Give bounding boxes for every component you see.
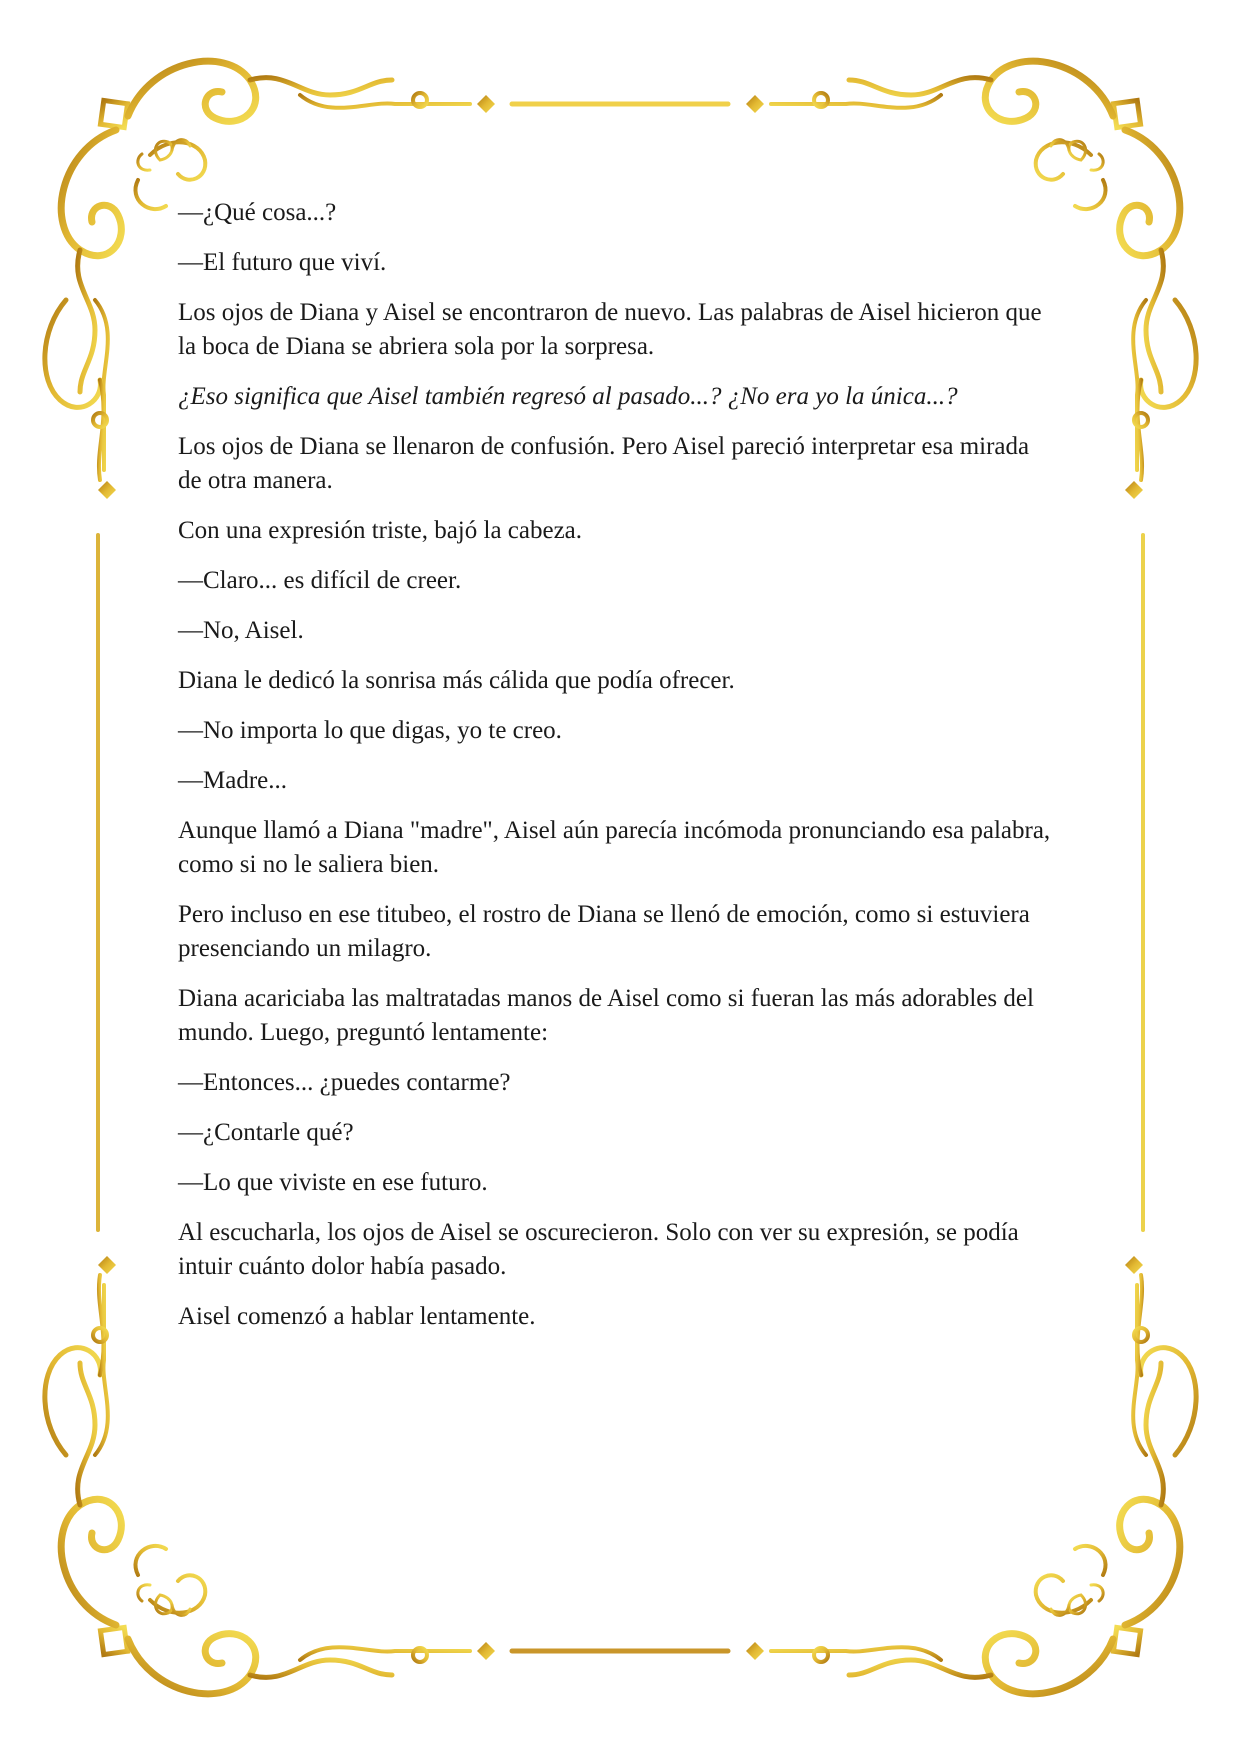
paragraph: Al escucharla, los ojos de Aisel se oscurecieron. Solo con ver su expresión, se podía intuir cuánto dolor había pasado. [178, 1219, 1019, 1280]
paragraph: —No, Aisel. [178, 617, 304, 644]
document-body [178, 196, 1058, 1350]
paragraph: Diana le dedicó la sonrisa más cálida que podía ofrecer. [178, 667, 735, 694]
paragraph: —¿Contarle qué? [178, 1119, 354, 1146]
paragraph: —¿Qué cosa...? [178, 199, 337, 226]
paragraph: —Madre... [178, 767, 287, 794]
paragraph: Diana acariciaba las maltratadas manos de Aisel como si fueran las más adorables del mundo. Luego, preguntó lentamente: [178, 985, 1034, 1046]
italic-thought-paragraph: ¿Eso significa que Aisel también regresó al pasado...? ¿No era yo la única...? [178, 383, 958, 410]
paragraph: Pero incluso en ese titubeo, el rostro de Diana se llenó de emoción, como si estuviera presenciando un milagro. [178, 901, 1030, 962]
paragraph: —Claro... es difícil de creer. [178, 567, 462, 594]
paragraph: Los ojos de Diana y Aisel se encontraron de nuevo. Las palabras de Aisel hicieron que la boca de Diana se abriera sola por la sorpresa. [178, 299, 1042, 360]
paragraph: —Lo que viviste en ese futuro. [178, 1169, 488, 1196]
paragraph: —El futuro que viví. [178, 249, 387, 276]
paragraph: —Entonces... ¿puedes contarme? [178, 1069, 511, 1096]
paragraph: —No importa lo que digas, yo te creo. [178, 717, 562, 744]
paragraph: Con una expresión triste, bajó la cabeza. [178, 517, 583, 544]
paragraph: Los ojos de Diana se llenaron de confusión. Pero Aisel pareció interpretar esa mirada de otra manera. [178, 433, 1030, 494]
paragraph: Aunque llamó a Diana "madre", Aisel aún parecía incómoda pronunciando esa palabra, como si no le saliera bien. [178, 817, 1051, 878]
paragraph: Aisel comenzó a hablar lentamente. [178, 1303, 536, 1330]
